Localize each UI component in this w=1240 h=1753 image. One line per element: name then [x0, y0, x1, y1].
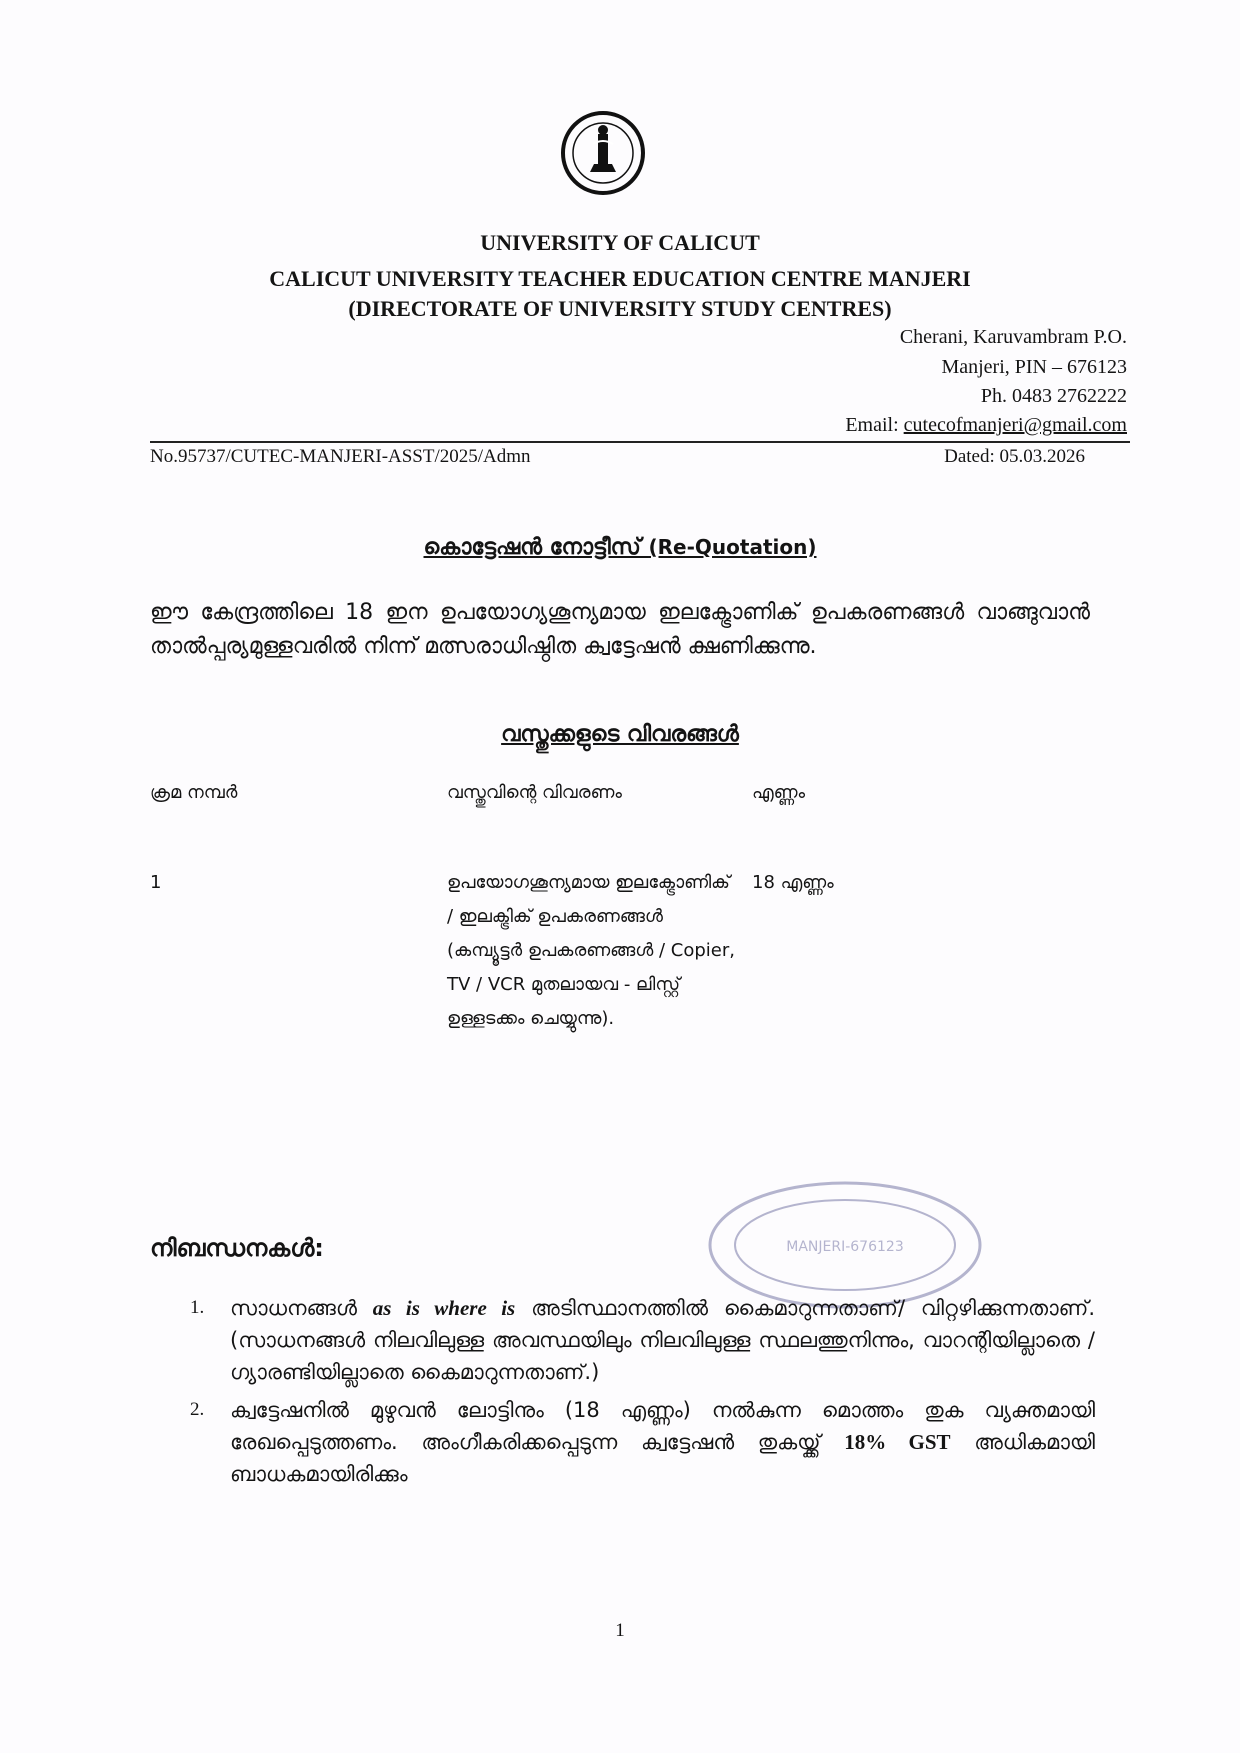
email-line — [845, 414, 1127, 437]
stamp-text: MANJERI-676123 — [786, 1239, 904, 1255]
condition-number: 1. — [190, 1297, 205, 1318]
condition-emphasis: as is where is — [372, 1296, 516, 1320]
phone-number: Ph. 0483 2762222 — [980, 385, 1127, 407]
condition-item — [150, 1394, 1095, 1490]
date-line: Dated: 05.03.2026 — [944, 446, 1085, 467]
email-label: Email: — [845, 414, 904, 436]
address-line-1: Cherani, Karuvambram P.O. — [899, 326, 1127, 348]
row-description: ഉപയോഗശൂന്യമായ ഇലക്ട്രോണിക് / ഇലക്ട്രിക് ഉപകരണങ്ങൾ (കമ്പ്യൂട്ടർ ഉപകരണങ്ങൾ / Copier, TV / VCR മുതലായവ - ലിസ്റ്റ് ഉള്ളടക്കം ചെയ്യുന്നു). — [447, 872, 735, 1029]
header-count: എണ്ണം — [752, 782, 806, 803]
header-serial: ക്രമ നമ്പർ — [150, 782, 238, 803]
items-title: വസ്തുക്കളുടെ വിവരങ്ങൾ — [501, 722, 739, 747]
condition-emphasis: 18% GST — [844, 1430, 951, 1454]
condition-text-post: അടിസ്ഥാനത്തിൽ കൈമാറുന്നതാണ്/ വിറ്റഴിക്കുന്നതാണ്. (സാധനങ്ങൾ നിലവിലുള്ള അവസ്ഥയിലും നിലവിലുള്ള സ്ഥലത്തുനിന്നും, വാറന്റിയില്ലാതെ / ഗ്യാരണ്ടിയില്ലാതെ കൈമാറുന്നതാണ്.) — [230, 1296, 1096, 1384]
notice-title — [0, 535, 1240, 560]
notice-title-malayalam: കൊട്ടേഷൻ നോട്ടീസ് — [423, 535, 649, 560]
condition-number: 2. — [190, 1399, 205, 1420]
reference-number: No.95737/CUTEC-MANJERI-ASST/2025/Admn — [150, 446, 531, 467]
header-divider — [150, 441, 1130, 443]
notice-title-english: (Re-Quotation) — [648, 535, 817, 559]
centre-name: CALICUT UNIVERSITY TEACHER EDUCATION CENTRE MANJERI — [269, 266, 971, 291]
row-count: 18 എണ്ണം — [752, 872, 834, 893]
row-serial: 1 — [150, 872, 162, 893]
address-line-2: Manjeri, PIN – 676123 — [941, 356, 1127, 378]
condition-text-post: അധികമായി ബാധകമായിരിക്കും — [230, 1430, 1095, 1486]
notice-intro: ഈ കേന്ദ്രത്തിലെ 18 ഇന ഉപയോഗ്യശൂന്യമായ ഇലക്ട്രോണിക് ഉപകരണങ്ങൾ വാങ്ങുവാൻ താൽപ്പര്യമുള്ളവരിൽ നിന്ന് മത്സരാധിഷ്ഠിത ക്വട്ടേഷൻ ക്ഷണിക്കുന്നു. — [150, 600, 1090, 659]
university-emblem-icon — [560, 110, 646, 196]
condition-text-pre: സാധനങ്ങൾ — [230, 1296, 373, 1320]
conditions-list — [150, 1292, 1095, 1496]
directorate-name: (DIRECTORATE OF UNIVERSITY STUDY CENTRES) — [348, 296, 892, 321]
condition-text-pre: ക്വട്ടേഷനിൽ മുഴുവൻ ലോട്ടിനും (18 എണ്ണം) നൽകുന്ന മൊത്തം തുക വ്യക്തമായി രേഖപ്പെടുത്തണം. അംഗീകരിക്കപ്പെടുന്ന ക്വട്ടേഷൻ തുകയ്ക്ക് — [230, 1398, 1095, 1454]
header-description: വസ്തുവിന്റെ വിവരണം — [447, 782, 622, 803]
email-address[interactable]: cutecofmanjeri@gmail.com — [903, 414, 1127, 436]
page-number: 1 — [615, 1620, 625, 1641]
conditions-title: നിബന്ധനകൾ: — [150, 1234, 324, 1262]
university-name: UNIVERSITY OF CALICUT — [480, 230, 760, 255]
condition-item — [150, 1292, 1095, 1388]
